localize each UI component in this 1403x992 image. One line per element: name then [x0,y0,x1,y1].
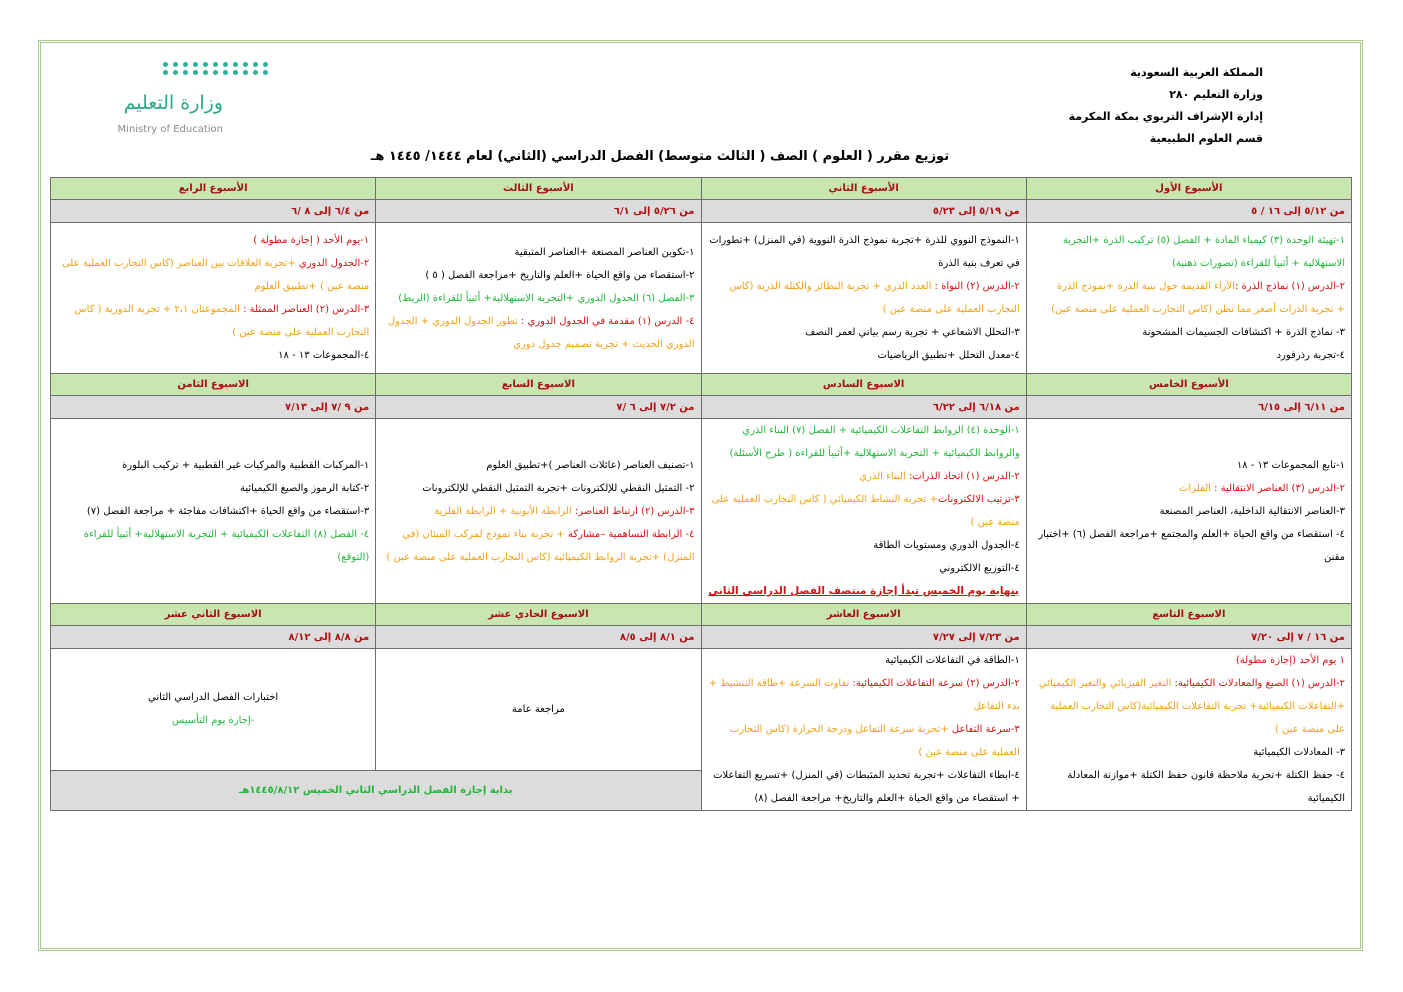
week-content [1026,223,1351,374]
lesson-line: ١-الوحدة (٤) الروابط التفاعلات الكيميائية + الفصل (٧) البناء الذري والروابط الكيميائية + التجربة الاستهلالية +أثبيأ للقراءة ( طرح الأسئلة) [729,425,1020,459]
lesson-line: ١-تصنيف العناصر (عائلات العناصر )+تطبيق العلوم [486,459,695,471]
lesson-line: ٢- التمثيل النقطي للإلكترونات +تجربة التمثيل النقطي للإلكترونات [422,482,695,494]
ministry-logo [105,62,225,142]
lesson-line: + تجربة الذرات أصغر مما تظن (كاس التجارب العملية على منصة عين) [1051,304,1345,315]
week-content [51,419,376,604]
lesson-line: ٢-الجدول الدوري +تجربة العلاقات بين العناصر (كاس التجارب العملية على منصة عين ) +تطبيق العلوم [61,258,370,292]
lesson-line: ٤- الفصل (٨) التفاعلات الكيميائية + التجربة الاستهلالية+ أثبيأ للقراءة (التوقع) [83,528,370,563]
lesson-line: بنهاية يوم الخميس تبدأ إجازة منتصف الفصل الدراسي الثاني [708,585,1019,597]
week-content [701,649,1026,811]
lesson-line: ٢-الدرس (١) اتحاد الذرات: البناء الذري [859,471,1020,482]
week-content [701,223,1026,374]
logo-dots-icon [163,62,225,75]
week-header: الأسبوع الأول [1026,178,1351,200]
lesson-line: -إجازة يوم التأسيس [172,715,255,727]
schedule-table [50,177,1352,811]
week-header: الأسبوع الثاني [701,178,1026,200]
week-dates: من ٥/٢٦ إلى ٦/١ [376,200,701,223]
header-line: قسم العلوم الطبيعية [1149,132,1263,145]
header-block [1069,62,1263,150]
week-header: الاسبوع التاسع [1026,604,1351,626]
header-line: إدارة الإشراف التربوي بمكة المكرمة [1068,110,1263,123]
lesson-line: ٢-الدرس (١) نماذج الذرة :الآراء القديمة حول بنية الذرة +نموذج الذرة [1056,281,1345,292]
lesson-line: ٣-الدرس (٢) العناصر الممثلة : المجموعتان ٢،١ + تجربة الدورية ( كاس التجارب العملية على منصة عين ) [74,304,370,338]
week-dates: من ٩ /٧ إلى ٧/١٣ [51,396,376,419]
lesson-line: ٣- المعادلات الكيميائية [1253,747,1345,758]
lesson-line: ٣-الفصل (٦) الجدول الدوري +التجربة الاستهلالية+ أثبيأ للقراءة (الربط) [398,292,695,304]
week-content [1026,649,1351,811]
lesson-line: ٢-الدرس (٣) العناصر الانتقالية : الفلزات [1179,482,1345,494]
week-dates: من ٦/١١ إلى ٦/١٥ [1026,396,1351,419]
footer-note: بداية إجازة الفصل الدراسي الثاني الخميس ١٤٤٥/٨/١٢هـ [51,770,702,811]
week-content [376,649,701,771]
week-dates: من ٥/١٢ إلى ١٦ / ٥ [1026,200,1351,223]
lesson-line: ١-تكوين العناصر المصنعة +العناصر المتبقية [514,246,695,258]
lesson-line: ٤- حفظ الكتلة +تجربة ملاحظة قانون حفظ الكتلة +موازنة المعادلة الكيميائية [1067,770,1345,804]
lesson-line: ٢-الدرس (٢) سرعة التفاعلات الكيميائية: تفاوت السرعة +طاقة التنشيط + بدء التفاعل [708,678,1020,712]
week-content [376,223,701,374]
lesson-line: ١-النموذج النووي للذرة +تجربة نموذج الذرة النووية (في المنزل) +تطورات في تعرف بنية الذرة [709,235,1020,269]
lesson-line: ٣-الدرس (٢) ارتباط العناصر: الرابطة الأيونية + الرابطة الفلزية [434,505,695,517]
week-header: الاسبوع العاشر [701,604,1026,626]
lesson-line: ١-يوم الأحد ( إجازة مطولة ) [253,235,370,246]
week-dates: من ٧/٢٣ إلى ٧/٢٧ [701,626,1026,649]
lesson-line: ٣-استقصاء من واقع الحياة +اكتشافات مفاجئة + مراجعة الفصل (٧) [86,505,370,517]
week-dates: من ٨/٨ إلى ٨/١٢ [51,626,376,649]
lesson-line: ٤-الجدول الدوري ومستويات الطاقة [873,540,1020,551]
week-dates: من ٨/١ إلى ٨/٥ [376,626,701,649]
lesson-line: ٤-معدل التحلل +تطبيق الرياضيات [877,350,1020,361]
week-content [701,419,1026,604]
week-header: الأسبوع الخامس [1026,374,1351,396]
lesson-line: ٢-استقصاء من واقع الحياة +العلم والتاريخ +مراجعة الفصل ( ٥ ) [425,269,695,281]
lesson-line: ١-المركبات القطبية والمركبات غير القطبية + تركيب البلورة [122,459,370,471]
week-dates: من ١٦ / ٧ إلى ٧/٢٠ [1026,626,1351,649]
logo-arabic: وزارة التعليم [123,92,223,114]
lesson-line: ٤-ابطاء التفاعلات +تجربة تحديد المثبطات (في المنزل) +تسريع التفاعلات + استقصاء من واقع الحياة +العلم والتاريخ+ مراجعة الفصل (٨) [713,770,1020,804]
week-header: الاسبوع الثاني عشر [51,604,376,626]
page-title: توزيع مقرر ( العلوم ) الصف ( الثالث متوسط) الفصل الدراسي (الثاني) لعام ١٤٤٤/ ١٤٤٥ هـ [370,149,950,164]
lesson-line: ٣-ترتيب الالكترونات+ تجربة النشاط الكيميائي ( كاس التجارب العملية على منصة عين ) [711,494,1020,528]
lesson-line: مراجعة عامة [511,703,565,715]
lesson-line: ٣-التحلل الاشعاعي + تجربة رسم بياني لعمر النصف [805,327,1020,338]
lesson-line: ٢-كتابة الرموز والصيغ الكيميائية [240,482,370,494]
lesson-line: ٤-تجربة رذرفورد [1276,350,1345,361]
week-header: الاسبوع السادس [701,374,1026,396]
week-header: الأسبوع الرابع [51,178,376,200]
lesson-line: ٣-سرعة التفاعل +تجربة سرعة التفاعل ودرجة الحرارة (كاس التجارب العملية على منصة عين ) [729,724,1020,758]
week-content [51,649,376,771]
lesson-line: ٤- الدرس (١) مقدمة في الجدول الدوري : تطور الجدول الدوري + الجدول الدوري الحديث + تجربة تصميم جدول دوري [387,315,695,350]
lesson-line: ٤- استقصاء من واقع الحياة +العلم والمجتمع +مراجعة الفصل (٦) +اختبار مقنن [1038,528,1345,563]
lesson-line: ٢-الدرس (١) الصيغ والمعادلات الكيميائية: التغير الفيزيائي والتغير الكيميائي +التفاعلات الكيميائية+ تجربة التفاعلات الكيميائية(كاس التجارب العملية على منصة عين ) [1038,678,1345,735]
lesson-line: ٤-المجموعات ١٣ - ١٨ [278,350,370,361]
lesson-line: ١-الطاقة في التفاعلات الكيميائية [885,655,1020,666]
lesson-line: ٤- الرابطة التساهمية –مشاركة + تجربة بناء نموذج لمركب الميثان (في المنزل) +تجربة الروابط الكيميائية (كاس التجارب العملية على منصة عين ) [386,528,695,563]
week-header: الأسبوع الثالث [376,178,701,200]
lesson-line: ٣-العناصر الانتقالية الداخلية، العناصر المصنعة [1159,505,1345,517]
lesson-line: ٤-التوزيع الالكتروني [939,563,1020,574]
week-header: الاسبوع الثامن [51,374,376,396]
header-line: المملكة العربية السعودية [1130,66,1263,79]
lesson-line: ٣- نماذج الذرة + اكتشافات الجسيمات المشحونة [1142,327,1345,338]
lesson-line: ٢-الدرس (٢) النواة : العدد الذري + تجربة النظائر والكتلة الذرية (كاس التجارب العملية على منصة عين ) [729,281,1020,315]
lesson-line: ١-تهيئة الوحدة (٣) كيمياء المادة + الفصل (٥) تركيب الذرة +التجربة الاستهلالية + أثبيأ للقراءة (تصورات ذهنية) [1062,235,1345,269]
week-header: الاسبوع الحادي عشر [376,604,701,626]
week-dates: من ٥/١٩ إلى ٥/٢٣ [701,200,1026,223]
week-dates: من ٦/٤ إلى ٨ /٦ [51,200,376,223]
lesson-line: ١-تابع المجموعات ١٣ - ١٨ [1236,459,1345,471]
lesson-line: اختبارات الفصل الدراسي الثاني [148,692,279,704]
week-content [51,223,376,374]
week-header: الاسبوع السابع [376,374,701,396]
lesson-line: ١ يوم الأحد (إجازة مطولة) [1235,655,1345,666]
week-dates: من ٧/٢ إلى ٦ /٧ [376,396,701,419]
week-content [1026,419,1351,604]
week-content [376,419,701,604]
header-line: وزارة التعليم ٢٨٠ [1169,88,1263,101]
logo-english: Ministry of Education [117,124,223,135]
week-dates: من ٦/١٨ إلى ٦/٢٢ [701,396,1026,419]
